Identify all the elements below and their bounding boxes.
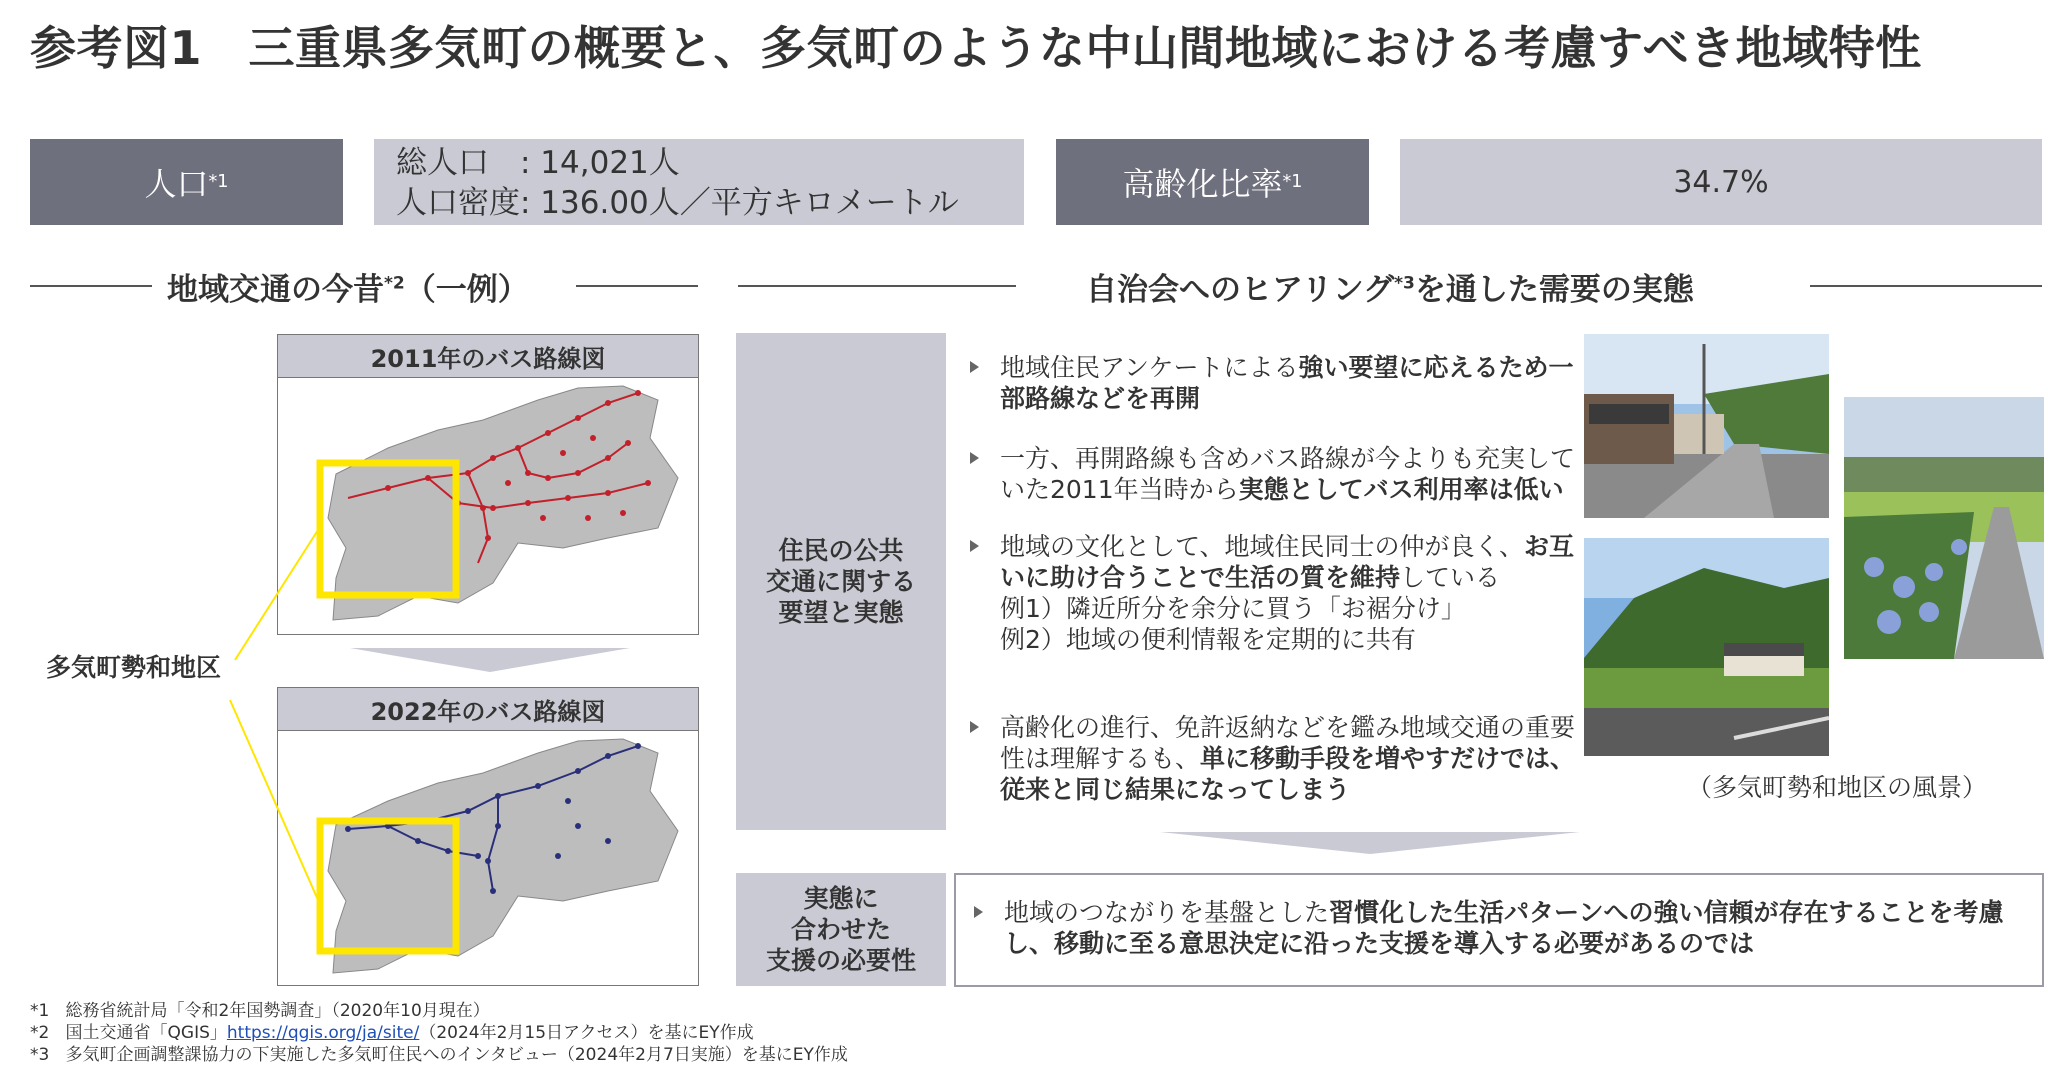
bullet-icon bbox=[970, 361, 979, 373]
right-section-title: 自治会へのヒアリング$^{*3}$を通した需要の実態 bbox=[1086, 272, 1694, 308]
photo-street bbox=[1584, 334, 1829, 518]
section-divider bbox=[1810, 285, 2042, 287]
aging-value-box bbox=[1400, 139, 2042, 225]
map-2022 bbox=[277, 730, 699, 986]
conclusion-box bbox=[954, 873, 2044, 987]
bullet-icon bbox=[970, 540, 979, 552]
photo-caption: （多気町勢和地区の風景） bbox=[1687, 773, 1988, 802]
footnote-2: *2 国土交通省「QGIS」https://qgis.org/ja/site/（2024年2月15日アクセス）を基にEY作成 bbox=[30, 1023, 754, 1043]
bullet-icon bbox=[970, 721, 979, 733]
town-land bbox=[328, 739, 678, 973]
page-title: 参考図1 三重県多気町の概要と、多気町のような中山間地域における考慮すべき地域特性 bbox=[30, 21, 1922, 75]
down-arrow-icon bbox=[350, 648, 630, 672]
photo-village bbox=[1584, 538, 1829, 756]
bullet-icon bbox=[970, 452, 979, 464]
footnote-ref-1: *1 bbox=[208, 172, 229, 192]
aging-value: 34.7% bbox=[1673, 164, 1769, 200]
map-2011 bbox=[277, 377, 699, 635]
bullet-item: 地域の文化として、地域住民同士の仲が良く、お互いに助け合うことで生活の質を維持している 例1）隣近所分を余分に買う「お裾分け」 例2）地域の便利情報を定期的に共有 bbox=[1000, 531, 1580, 655]
down-arrow-icon bbox=[1160, 832, 1580, 854]
area-label: 多気町勢和地区 bbox=[46, 653, 222, 682]
section-divider bbox=[30, 285, 152, 287]
population-values-box bbox=[374, 139, 1024, 225]
map-2022-title: 2022年のバス路線図 bbox=[277, 687, 699, 731]
demand-label-box: 住民の公共 交通に関する 要望と実態 bbox=[736, 333, 946, 830]
section-divider bbox=[576, 285, 698, 287]
photo-path-hydrangea bbox=[1844, 397, 2044, 659]
map-2011-title: 2011年のバス路線図 bbox=[277, 334, 699, 378]
footnote-ref-1b: *1 bbox=[1282, 172, 1303, 192]
total-population: 総人口 : 14,021人 bbox=[396, 145, 680, 181]
aging-label-box bbox=[1056, 139, 1369, 225]
left-section-title: 地域交通の今昔$^{*2}$（一例） bbox=[167, 272, 529, 308]
footnote-3: *3 多気町企画調整課協力の下実施した多気町住民へのインタビュー（2024年2月7日実施）を基にEY作成 bbox=[30, 1045, 848, 1065]
population-density: 人口密度: 136.00人／平方キロメートル bbox=[396, 185, 959, 221]
town-land bbox=[328, 386, 678, 620]
bullet-item: 高齢化の進行、免許返納などを鑑み地域交通の重要性は理解するも、単に移動手段を増やすだけでは、従来と同じ結果になってしまう bbox=[1000, 712, 1580, 805]
bullet-icon bbox=[974, 906, 983, 918]
bullet-item: 一方、再開路線も含めバス路線が今よりも充実していた2011年当時から実態としてバス利用率は低い bbox=[1000, 443, 1580, 505]
support-label-box: 実態に 合わせた 支援の必要性 bbox=[736, 873, 946, 986]
bus-route-map-2022 bbox=[278, 731, 698, 985]
bullet-item: 地域住民アンケートによる強い要望に応えるため一部路線などを再開 bbox=[1000, 352, 1580, 414]
footnote-1: *1 総務省統計局「令和2年国勢調査」（2020年10月現在） bbox=[30, 1001, 490, 1021]
conclusion-text: 地域のつながりを基盤とした習慣化した生活パターンへの強い信頼が存在することを考慮し、移動に至る意思決定に沿った支援を導入する必要があるのでは bbox=[1004, 897, 2034, 959]
aging-label: 高齢化比率 bbox=[1122, 165, 1283, 203]
population-label-box bbox=[30, 139, 343, 225]
population-label: 人口 bbox=[144, 165, 209, 203]
qgis-link[interactable]: https://qgis.org/ja/site/ bbox=[226, 1023, 420, 1043]
section-divider bbox=[738, 285, 1016, 287]
bus-route-map-2011 bbox=[278, 378, 698, 634]
